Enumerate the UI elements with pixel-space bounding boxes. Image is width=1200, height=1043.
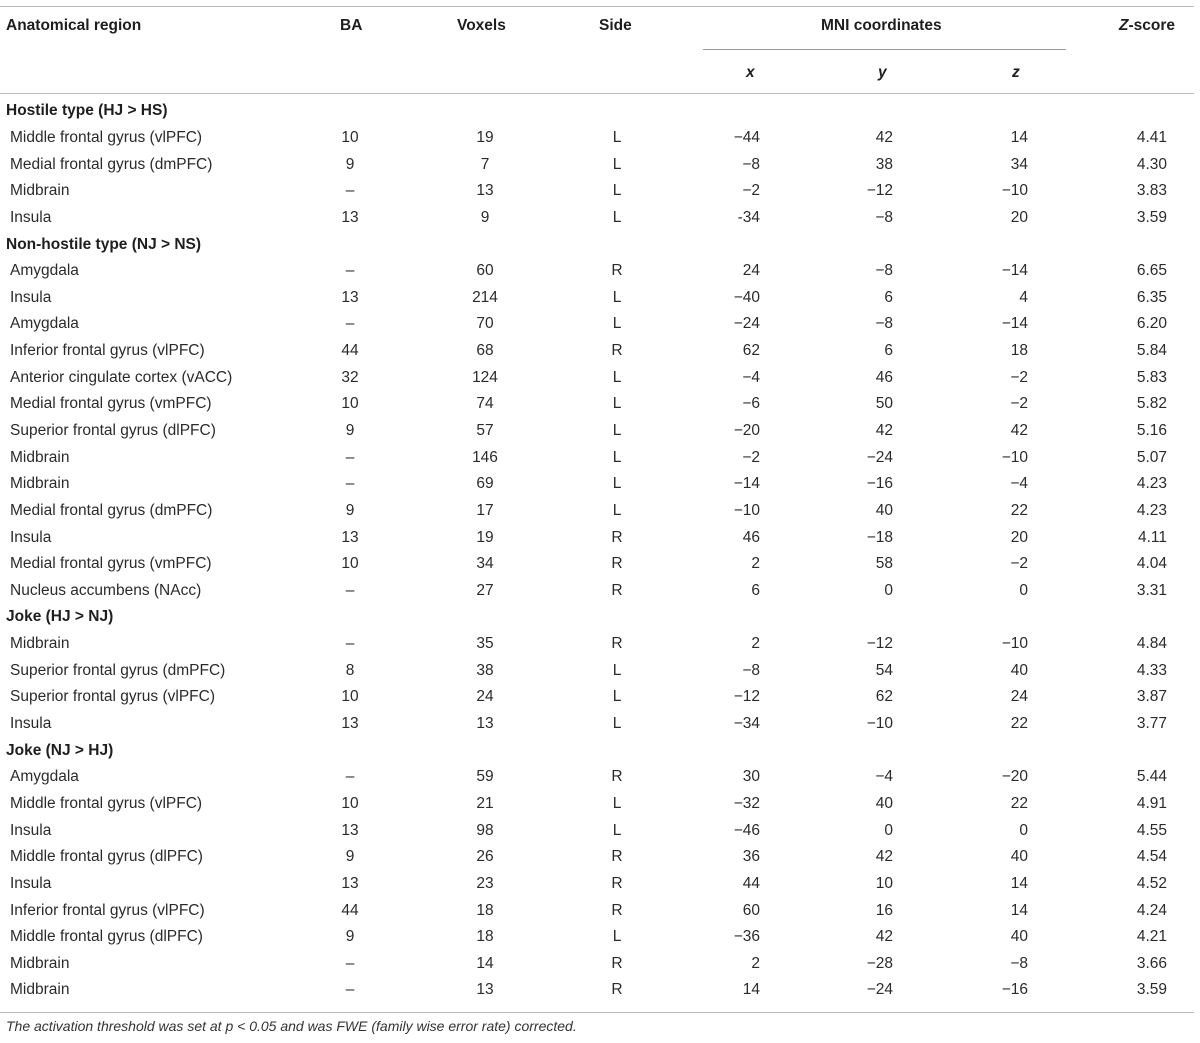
voxels-cell: 68 xyxy=(476,342,494,360)
y-cell: −4 xyxy=(875,768,893,786)
ba-cell: 13 xyxy=(341,288,359,306)
side-cell: R xyxy=(611,981,623,999)
y-cell: 42 xyxy=(875,848,893,866)
ba-cell: – xyxy=(345,768,355,786)
zscore-cell: 4.84 xyxy=(1136,635,1167,653)
x-cell: −2 xyxy=(742,182,760,200)
side-cell: R xyxy=(611,635,623,653)
z-cell: 22 xyxy=(1010,794,1028,812)
x-cell: −24 xyxy=(733,315,760,333)
voxels-cell: 124 xyxy=(472,368,498,386)
voxels-cell: 13 xyxy=(476,715,494,733)
y-cell: 6 xyxy=(884,288,893,306)
y-cell: 40 xyxy=(875,794,893,812)
voxels-cell: 60 xyxy=(476,262,494,280)
z-cell: −2 xyxy=(1010,555,1028,573)
z-cell: 22 xyxy=(1010,715,1028,733)
ba-cell: – xyxy=(345,262,355,280)
voxels-cell: 98 xyxy=(476,821,494,839)
region-cell: Inferior frontal gyrus (vlPFC) xyxy=(10,342,205,360)
y-cell: 16 xyxy=(875,901,893,919)
region-cell: Amygdala xyxy=(10,315,79,333)
region-cell: Nucleus accumbens (NAcc) xyxy=(10,581,202,599)
ba-cell: 9 xyxy=(345,848,355,866)
ba-cell: 10 xyxy=(341,794,359,812)
ba-cell: 9 xyxy=(345,501,355,519)
header-z-score xyxy=(1119,17,1175,35)
ba-cell: 13 xyxy=(341,715,359,733)
zscore-cell: 4.11 xyxy=(1137,528,1167,546)
side-cell: L xyxy=(612,288,622,306)
x-cell: −8 xyxy=(742,155,760,173)
voxels-cell: 57 xyxy=(476,422,494,439)
z-cell: −10 xyxy=(1001,182,1028,200)
header-voxels: Voxels xyxy=(457,17,506,34)
table-row xyxy=(0,471,1194,498)
table-row xyxy=(0,791,1194,818)
x-cell: 46 xyxy=(742,528,760,546)
section-title: Joke (HJ > NJ) xyxy=(6,608,114,626)
voxels-cell: 27 xyxy=(476,581,494,599)
ba-cell: 9 xyxy=(345,928,355,946)
y-cell: 42 xyxy=(875,928,893,946)
table-row xyxy=(0,924,1194,951)
y-cell: −12 xyxy=(866,182,893,200)
table-row xyxy=(0,311,1194,338)
header-mni-coordinates: MNI coordinates xyxy=(821,17,942,34)
ba-cell: – xyxy=(345,954,355,972)
table-row xyxy=(0,631,1194,658)
voxels-cell: 38 xyxy=(476,661,494,679)
table-row xyxy=(0,391,1194,418)
header-rule xyxy=(0,93,1194,94)
x-cell: −8 xyxy=(742,661,760,679)
side-cell: R xyxy=(611,528,623,546)
y-cell: 10 xyxy=(875,874,893,892)
side-cell: L xyxy=(612,821,622,839)
z-cell: −2 xyxy=(1010,368,1028,386)
side-cell: L xyxy=(612,182,622,200)
side-cell: R xyxy=(611,874,623,892)
zscore-cell: 4.23 xyxy=(1136,475,1167,493)
ba-cell: – xyxy=(345,635,355,653)
zscore-cell: 5.83 xyxy=(1136,368,1167,386)
table-row xyxy=(0,151,1194,178)
z-cell: 40 xyxy=(1010,848,1028,866)
side-cell: L xyxy=(612,422,622,439)
x-cell: 2 xyxy=(751,635,760,653)
side-cell: R xyxy=(611,342,623,360)
ba-cell: 44 xyxy=(341,901,359,919)
zscore-cell: 4.04 xyxy=(1136,555,1167,573)
x-cell: −34 xyxy=(733,715,760,733)
zscore-cell: 4.21 xyxy=(1136,928,1167,946)
section-title: Non-hostile type (NJ > NS) xyxy=(6,235,202,253)
voxels-cell: 74 xyxy=(476,395,494,413)
ba-cell: – xyxy=(345,315,355,333)
zscore-cell: 5.07 xyxy=(1136,448,1167,466)
zscore-cell: 4.41 xyxy=(1136,128,1167,146)
region-cell: Inferior frontal gyrus (vlPFC) xyxy=(10,901,205,919)
x-cell: 62 xyxy=(742,342,760,360)
table-row xyxy=(0,578,1194,605)
z-cell: 0 xyxy=(1019,581,1028,599)
zscore-cell: 5.16 xyxy=(1136,422,1167,439)
z-cell: 14 xyxy=(1010,874,1028,892)
zscore-cell: 5.44 xyxy=(1136,768,1167,786)
y-cell: 0 xyxy=(884,581,893,599)
table-row xyxy=(0,951,1194,978)
x-cell: 14 xyxy=(742,981,760,999)
side-cell: L xyxy=(612,128,622,146)
x-cell: −10 xyxy=(733,501,760,519)
voxels-cell: 146 xyxy=(472,448,498,466)
ba-cell: – xyxy=(345,182,355,200)
y-cell: 6 xyxy=(884,342,893,360)
ba-cell: 10 xyxy=(341,555,359,573)
section-header-row xyxy=(0,737,1194,764)
table-row xyxy=(0,871,1194,898)
voxels-cell: 59 xyxy=(476,768,494,786)
region-cell: Midbrain xyxy=(10,182,70,200)
side-cell: L xyxy=(612,794,622,812)
region-cell: Middle frontal gyrus (dlPFC) xyxy=(10,928,203,946)
voxels-cell: 17 xyxy=(476,501,494,519)
x-cell: −36 xyxy=(733,928,760,946)
region-cell: Insula xyxy=(10,821,52,839)
table-row xyxy=(0,178,1194,205)
x-cell: −44 xyxy=(733,128,760,146)
z-cell: −16 xyxy=(1001,981,1028,999)
region-cell: Midbrain xyxy=(10,475,70,493)
x-cell: 6 xyxy=(751,581,760,599)
voxels-cell: 7 xyxy=(480,155,490,173)
table-row xyxy=(0,844,1194,871)
z-cell: 34 xyxy=(1010,155,1028,173)
side-cell: L xyxy=(612,688,622,706)
voxels-cell: 14 xyxy=(476,954,494,972)
voxels-cell: 70 xyxy=(476,315,494,333)
side-cell: L xyxy=(612,395,622,413)
x-cell: −20 xyxy=(733,422,760,439)
z-cell: 14 xyxy=(1010,128,1028,146)
zscore-cell: 3.59 xyxy=(1136,981,1167,999)
y-cell: 40 xyxy=(875,501,893,519)
ba-cell: 13 xyxy=(341,208,359,226)
region-cell: Superior frontal gyrus (vlPFC) xyxy=(10,688,216,706)
table-row xyxy=(0,338,1194,365)
y-cell: 58 xyxy=(875,555,893,573)
zscore-cell: 3.66 xyxy=(1136,954,1167,972)
voxels-cell: 23 xyxy=(476,874,494,892)
side-cell: L xyxy=(612,475,622,493)
region-cell: Midbrain xyxy=(10,448,70,466)
header-z-suffix: -score xyxy=(1128,17,1175,34)
x-cell: -34 xyxy=(737,208,760,226)
ba-cell: 13 xyxy=(341,528,359,546)
table-row xyxy=(0,764,1194,791)
ba-cell: – xyxy=(345,475,355,493)
y-cell: −12 xyxy=(866,635,893,653)
region-cell: Superior frontal gyrus (dlPFC) xyxy=(10,422,216,439)
z-cell: −2 xyxy=(1010,395,1028,413)
y-cell: −8 xyxy=(875,315,893,333)
z-cell: 20 xyxy=(1010,528,1028,546)
table-row xyxy=(0,205,1194,232)
y-cell: −24 xyxy=(866,448,893,466)
x-cell: −46 xyxy=(733,821,760,839)
y-cell: −18 xyxy=(866,528,893,546)
ba-cell: 8 xyxy=(345,661,355,679)
voxels-cell: 18 xyxy=(476,928,494,946)
x-cell: 2 xyxy=(751,555,760,573)
table-row xyxy=(0,684,1194,711)
side-cell: L xyxy=(612,448,622,466)
voxels-cell: 19 xyxy=(476,528,494,546)
z-cell: 40 xyxy=(1010,928,1028,946)
zscore-cell: 5.84 xyxy=(1136,342,1167,360)
header-z: z xyxy=(1012,64,1020,81)
y-cell: 42 xyxy=(875,422,893,439)
ba-cell: – xyxy=(345,581,355,599)
ba-cell: 9 xyxy=(345,422,355,439)
region-cell: Medial frontal gyrus (dmPFC) xyxy=(10,155,213,173)
region-cell: Amygdala xyxy=(10,262,79,280)
region-cell: Amygdala xyxy=(10,768,79,786)
table-row xyxy=(0,711,1194,738)
table-row xyxy=(0,817,1194,844)
x-cell: 36 xyxy=(742,848,760,866)
zscore-cell: 3.83 xyxy=(1136,182,1167,200)
z-cell: 42 xyxy=(1010,422,1028,439)
x-cell: −2 xyxy=(742,448,760,466)
zscore-cell: 6.65 xyxy=(1136,262,1167,280)
side-cell: R xyxy=(611,954,623,972)
z-cell: −10 xyxy=(1001,448,1028,466)
y-cell: 54 xyxy=(875,661,893,679)
region-cell: Insula xyxy=(10,208,52,226)
z-cell: 4 xyxy=(1019,288,1028,306)
x-cell: −32 xyxy=(733,794,760,812)
zscore-cell: 4.91 xyxy=(1136,794,1167,812)
region-cell: Midbrain xyxy=(10,635,70,653)
header-x: x xyxy=(746,64,755,81)
mni-underline xyxy=(703,49,1066,50)
voxels-cell: 13 xyxy=(476,182,494,200)
z-cell: −10 xyxy=(1001,635,1028,653)
z-cell: −14 xyxy=(1001,315,1028,333)
table-row xyxy=(0,524,1194,551)
zscore-cell: 4.24 xyxy=(1136,901,1167,919)
table-row xyxy=(0,364,1194,391)
ba-cell: 9 xyxy=(345,155,355,173)
side-cell: L xyxy=(612,928,622,946)
table-row xyxy=(0,657,1194,684)
top-rule xyxy=(0,6,1194,7)
side-cell: L xyxy=(612,315,622,333)
z-cell: −4 xyxy=(1010,475,1028,493)
zscore-cell: 5.82 xyxy=(1136,395,1167,413)
y-cell: −8 xyxy=(875,208,893,226)
y-cell: −10 xyxy=(866,715,893,733)
header-z-italic: Z xyxy=(1119,17,1129,34)
zscore-cell: 6.20 xyxy=(1136,315,1167,333)
table-body xyxy=(0,98,1194,1004)
zscore-cell: 4.33 xyxy=(1136,661,1167,679)
section-header-row xyxy=(0,604,1194,631)
y-cell: 42 xyxy=(875,128,893,146)
voxels-cell: 18 xyxy=(476,901,494,919)
ba-cell: 10 xyxy=(341,395,359,413)
region-cell: Insula xyxy=(10,715,52,733)
y-cell: 0 xyxy=(884,821,893,839)
zscore-cell: 4.52 xyxy=(1136,874,1167,892)
zscore-cell: 3.31 xyxy=(1136,581,1167,599)
voxels-cell: 24 xyxy=(476,688,494,706)
table-row xyxy=(0,258,1194,285)
side-cell: L xyxy=(612,661,622,679)
header-anatomical-region: Anatomical region xyxy=(6,17,142,34)
x-cell: 30 xyxy=(742,768,760,786)
table-row xyxy=(0,418,1194,445)
table-row xyxy=(0,498,1194,525)
bottom-rule xyxy=(0,1012,1194,1013)
side-cell: L xyxy=(612,208,622,226)
y-cell: 62 xyxy=(875,688,893,706)
section-header-row xyxy=(0,98,1194,125)
voxels-cell: 9 xyxy=(480,208,490,226)
z-cell: 20 xyxy=(1010,208,1028,226)
zscore-cell: 3.87 xyxy=(1136,688,1167,706)
region-cell: Middle frontal gyrus (dlPFC) xyxy=(10,848,203,866)
z-cell: −14 xyxy=(1001,262,1028,280)
region-cell: Insula xyxy=(10,288,52,306)
region-cell: Midbrain xyxy=(10,981,70,999)
y-cell: −16 xyxy=(866,475,893,493)
voxels-cell: 35 xyxy=(476,635,494,653)
z-cell: 24 xyxy=(1010,688,1028,706)
voxels-cell: 214 xyxy=(472,288,498,306)
zscore-cell: 6.35 xyxy=(1136,288,1167,306)
z-cell: 14 xyxy=(1010,901,1028,919)
ba-cell: 13 xyxy=(341,821,359,839)
table-footnote: The activation threshold was set at p < 0.05 and was FWE (family wise error rate) corrected. xyxy=(6,1018,577,1034)
region-cell: Middle frontal gyrus (vlPFC) xyxy=(10,794,203,812)
y-cell: 50 xyxy=(875,395,893,413)
voxels-cell: 69 xyxy=(476,475,494,493)
x-cell: −14 xyxy=(733,475,760,493)
side-cell: R xyxy=(611,768,623,786)
x-cell: −12 xyxy=(733,688,760,706)
x-cell: −4 xyxy=(742,368,760,386)
section-title: Hostile type (HJ > HS) xyxy=(6,102,168,120)
side-cell: R xyxy=(611,848,623,866)
voxels-cell: 34 xyxy=(476,555,494,573)
x-cell: 2 xyxy=(751,954,760,972)
y-cell: 38 xyxy=(875,155,893,173)
table-row xyxy=(0,284,1194,311)
x-cell: 60 xyxy=(742,901,760,919)
z-cell: −8 xyxy=(1010,954,1028,972)
side-cell: L xyxy=(612,501,622,519)
ba-cell: 10 xyxy=(341,688,359,706)
x-cell: 24 xyxy=(742,262,760,280)
z-cell: 0 xyxy=(1019,821,1028,839)
zscore-cell: 4.30 xyxy=(1136,155,1167,173)
z-cell: 22 xyxy=(1010,501,1028,519)
ba-cell: – xyxy=(345,448,355,466)
y-cell: −24 xyxy=(866,981,893,999)
voxels-cell: 26 xyxy=(476,848,494,866)
ba-cell: 32 xyxy=(341,368,359,386)
zscore-cell: 3.59 xyxy=(1136,208,1167,226)
side-cell: R xyxy=(611,901,623,919)
header-y: y xyxy=(878,64,887,81)
section-header-row xyxy=(0,231,1194,258)
region-cell: Superior frontal gyrus (dmPFC) xyxy=(10,661,226,679)
table-row xyxy=(0,977,1194,1004)
y-cell: 46 xyxy=(875,368,893,386)
z-cell: 40 xyxy=(1010,661,1028,679)
y-cell: −8 xyxy=(875,262,893,280)
table-row xyxy=(0,897,1194,924)
y-cell: −28 xyxy=(866,954,893,972)
region-cell: Midbrain xyxy=(10,954,70,972)
table-row xyxy=(0,551,1194,578)
ba-cell: 10 xyxy=(341,128,359,146)
region-cell: Insula xyxy=(10,874,52,892)
table-row xyxy=(0,444,1194,471)
x-cell: 44 xyxy=(742,874,760,892)
region-cell: Middle frontal gyrus (vlPFC) xyxy=(10,128,203,146)
x-cell: −6 xyxy=(742,395,760,413)
z-cell: −20 xyxy=(1001,768,1028,786)
voxels-cell: 13 xyxy=(476,981,494,999)
region-cell: Anterior cingulate cortex (vACC) xyxy=(10,368,233,386)
side-cell: L xyxy=(612,368,622,386)
side-cell: R xyxy=(611,555,623,573)
zscore-cell: 3.77 xyxy=(1136,715,1167,733)
voxels-cell: 19 xyxy=(476,128,494,146)
side-cell: R xyxy=(611,262,623,280)
ba-cell: 44 xyxy=(341,342,359,360)
zscore-cell: 4.23 xyxy=(1136,501,1167,519)
region-cell: Medial frontal gyrus (dmPFC) xyxy=(10,501,213,519)
side-cell: L xyxy=(612,715,622,733)
side-cell: L xyxy=(612,155,622,173)
ba-cell: 13 xyxy=(341,874,359,892)
side-cell: R xyxy=(611,581,623,599)
voxels-cell: 21 xyxy=(476,794,494,812)
table-row xyxy=(0,125,1194,152)
z-cell: 18 xyxy=(1010,342,1028,360)
ba-cell: – xyxy=(345,981,355,999)
x-cell: −40 xyxy=(733,288,760,306)
section-title: Joke (NJ > HJ) xyxy=(6,741,114,759)
header-ba: BA xyxy=(340,17,363,34)
header-side: Side xyxy=(599,17,632,34)
zscore-cell: 4.54 xyxy=(1136,848,1167,866)
region-cell: Medial frontal gyrus (vmPFC) xyxy=(10,555,212,573)
region-cell: Insula xyxy=(10,528,52,546)
zscore-cell: 4.55 xyxy=(1136,821,1167,839)
region-cell: Medial frontal gyrus (vmPFC) xyxy=(10,395,212,413)
